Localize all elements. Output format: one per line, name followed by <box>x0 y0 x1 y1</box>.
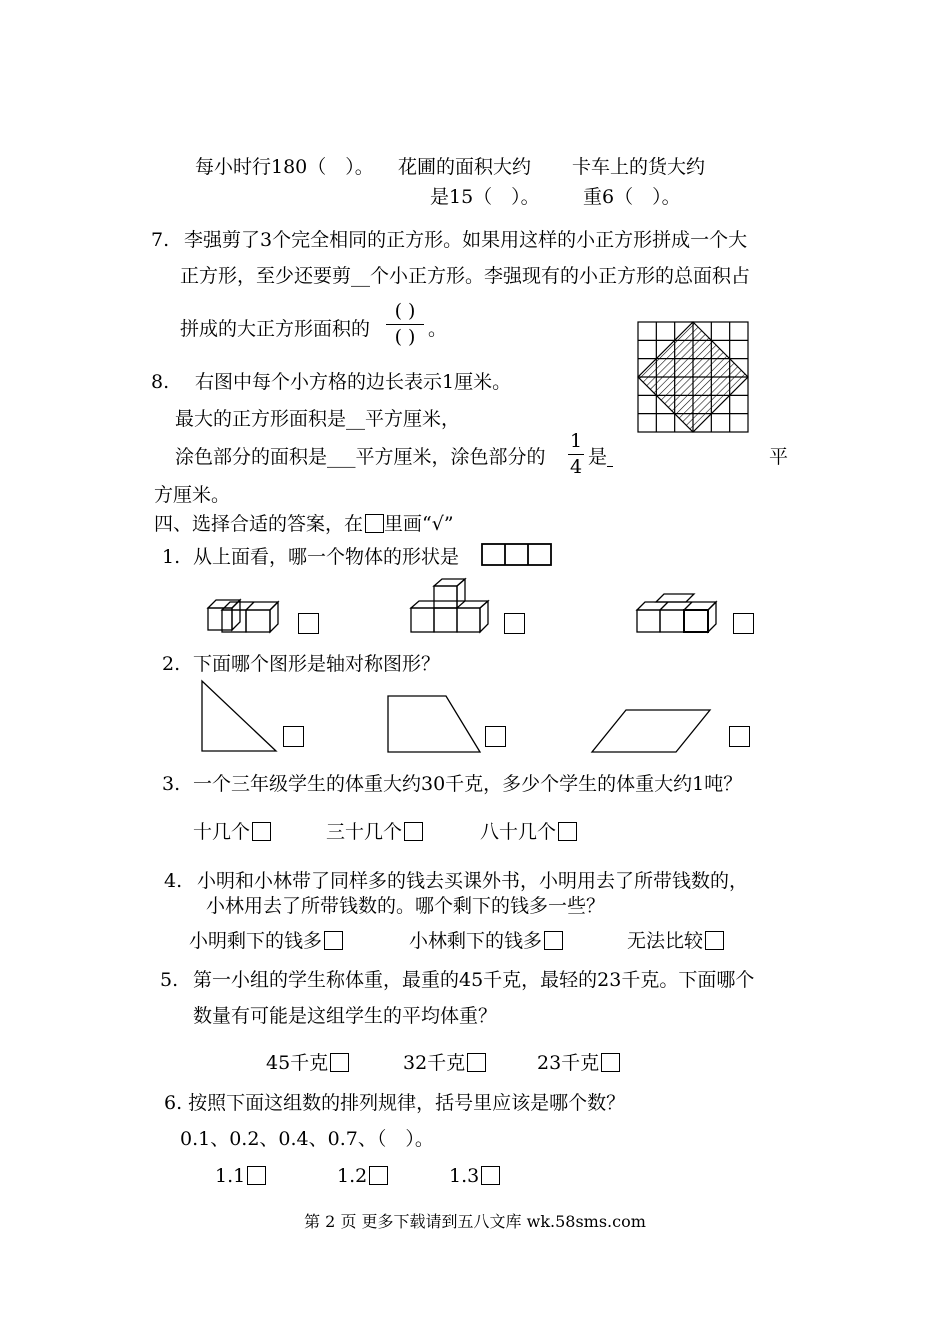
c4-option-1-label: 小明剩下的钱多 <box>189 930 323 952</box>
page-footer: 第 2 页 更多下载请到五八文库 wk.58sms.com <box>304 1212 646 1231</box>
c5-option-1 <box>266 1053 349 1073</box>
c6-option-3 <box>449 1166 500 1186</box>
q7-line3: 拼成的大正方形面积的 <box>180 318 371 340</box>
q8-number: 8. <box>151 371 170 393</box>
q7-line1: 李强剪了3个完全相同的正方形。如果用这样的小正方形拼成一个大 <box>184 229 748 251</box>
c4-option-1-checkbox[interactable] <box>324 931 343 950</box>
c6-option-1 <box>215 1166 266 1186</box>
c1-option-b-checkbox[interactable] <box>504 613 525 634</box>
c4-option-3-checkbox[interactable] <box>705 931 724 950</box>
c2-text: 下面哪个图形是轴对称图形？ <box>193 653 441 675</box>
c4-option-3 <box>627 931 724 951</box>
c6-option-2 <box>337 1166 388 1186</box>
top-line2-b: 重6（ ）。 <box>583 186 681 208</box>
q8-line3-a: 涂色部分的面积是___平方厘米，涂色部分的 <box>175 446 546 468</box>
c5-option-3 <box>537 1053 620 1073</box>
top-view-shape <box>481 543 552 566</box>
c4-option-2-checkbox[interactable] <box>544 931 563 950</box>
top-line1-a: 每小时行180（ ）。 <box>195 156 374 178</box>
c5-line2: 数量有可能是这组学生的平均体重？ <box>193 1005 498 1027</box>
c5-line1: 第一小组的学生称体重，最重的45千克，最轻的23千克。下面哪个 <box>193 969 755 991</box>
c5-option-3-checkbox[interactable] <box>601 1053 620 1072</box>
c3-option-3 <box>480 822 577 842</box>
c3-number: 3. <box>162 773 181 795</box>
q8-fraction-denominator: 4 <box>569 456 583 478</box>
q7-number: 7. <box>151 229 170 251</box>
c6-sequence: 0.1、0.2、0.4、0.7、（ ）。 <box>180 1128 434 1150</box>
c2-option-a-checkbox[interactable] <box>283 726 304 747</box>
c6-option-3-label: 1.3 <box>449 1165 480 1187</box>
c4-option-2-label: 小林剩下的钱多 <box>409 930 543 952</box>
parallelogram-shape <box>590 708 712 754</box>
c4-option-2 <box>409 931 563 951</box>
top-line2-a: 是15（ ）。 <box>430 186 540 208</box>
q8-fraction-numerator: 1 <box>569 430 583 452</box>
c4-line1: 小明和小林带了同样多的钱去买课外书，小明用去了所带钱数的， <box>197 870 749 892</box>
q8-answer-blank <box>607 466 613 467</box>
q8-line3-c: 平 <box>769 446 789 468</box>
right-triangle-shape <box>200 679 278 753</box>
q7-fraction-numerator: ( ) <box>394 300 416 322</box>
c1-number: 1. <box>162 546 181 568</box>
c3-option-2-checkbox[interactable] <box>404 822 423 841</box>
q8-line1: 右图中每个小方格的边长表示1厘米。 <box>195 371 512 393</box>
c2-option-b-checkbox[interactable] <box>485 726 506 747</box>
q8-line3-b: 是 <box>588 446 608 468</box>
c1-option-a-checkbox[interactable] <box>298 613 319 634</box>
c6-option-2-label: 1.2 <box>337 1165 368 1187</box>
c3-option-1-label: 十几个 <box>193 821 251 843</box>
c4-option-3-label: 无法比较 <box>627 930 704 952</box>
c3-option-2 <box>326 822 423 842</box>
q7-fraction <box>386 302 424 347</box>
c5-option-1-label: 45千克 <box>266 1052 329 1074</box>
cube-object-c <box>636 592 716 634</box>
c5-number: 5. <box>160 969 179 991</box>
section4-title-b: 里画“√” <box>384 513 454 535</box>
c4-line2: 小林用去了所带钱数的。哪个剩下的钱多一些？ <box>206 895 606 917</box>
c1-text: 从上面看，哪一个物体的形状是 <box>193 546 460 568</box>
c6-option-3-checkbox[interactable] <box>481 1166 500 1185</box>
c4-option-1 <box>189 931 343 951</box>
c6-option-1-label: 1.1 <box>215 1165 246 1187</box>
c3-option-3-checkbox[interactable] <box>558 822 577 841</box>
section4-title <box>154 514 454 534</box>
c5-option-2-label: 32千克 <box>403 1052 466 1074</box>
c5-option-2-checkbox[interactable] <box>467 1053 486 1072</box>
checkbox-icon <box>365 514 384 533</box>
top-line1-b: 花圃的面积大约 <box>398 156 532 178</box>
c6-line1: 6. 按照下面这组数的排列规律，括号里应该是哪个数？ <box>164 1092 626 1114</box>
q8-line2: 最大的正方形面积是__平方厘米， <box>175 408 461 430</box>
c6-option-2-checkbox[interactable] <box>369 1166 388 1185</box>
c6-option-1-checkbox[interactable] <box>247 1166 266 1185</box>
c1-option-c-checkbox[interactable] <box>733 613 754 634</box>
c3-option-3-label: 八十几个 <box>480 821 557 843</box>
trapezoid-shape <box>386 694 482 754</box>
c5-option-1-checkbox[interactable] <box>330 1053 349 1072</box>
c5-option-3-label: 23千克 <box>537 1052 600 1074</box>
top-line1-c: 卡车上的货大约 <box>572 156 706 178</box>
c3-option-2-label: 三十几个 <box>326 821 403 843</box>
c3-text: 一个三年级学生的体重大约30千克，多少个学生的体重大约1吨？ <box>193 773 743 795</box>
c2-number: 2. <box>162 653 181 675</box>
q8-line4: 方厘米。 <box>154 484 231 506</box>
q7-line2: 正方形，至少还要剪__个小正方形。李强现有的小正方形的总面积占 <box>180 265 751 287</box>
cube-object-a <box>206 592 278 634</box>
section4-title-a: 四、选择合适的答案，在 <box>154 513 364 535</box>
grid-lines <box>638 322 748 432</box>
c5-option-2 <box>403 1053 486 1073</box>
q7-fraction-denominator: ( ) <box>394 326 416 348</box>
c3-option-1-checkbox[interactable] <box>252 822 271 841</box>
c3-option-1 <box>193 822 271 842</box>
cube-object-b <box>410 578 488 634</box>
q7-end: 。 <box>428 318 448 340</box>
grid-figure <box>638 322 748 432</box>
q8-fraction <box>568 432 584 477</box>
c2-option-c-checkbox[interactable] <box>729 726 750 747</box>
c4-number: 4. <box>164 870 183 892</box>
